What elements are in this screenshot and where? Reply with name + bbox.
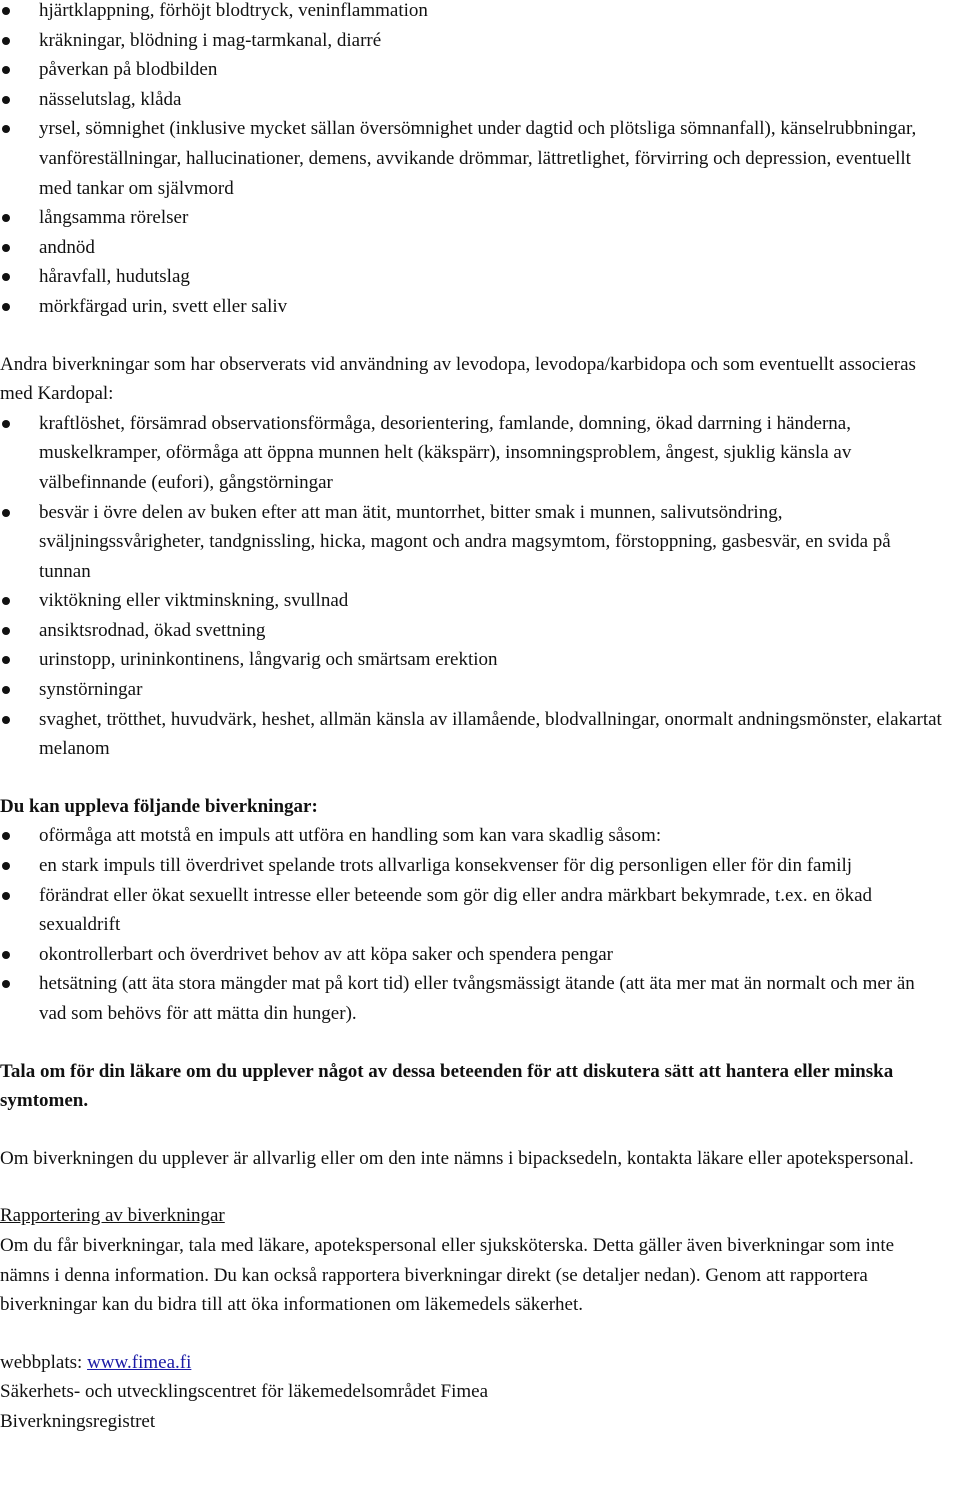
bullet-icon	[2, 7, 10, 15]
report-heading: Rapportering av biverkningar	[0, 1205, 225, 1227]
list-item: urinstopp, urininkontinens, långvarig och smärtsam erektion	[0, 645, 960, 675]
bullet-icon	[2, 66, 10, 74]
website-label: webbplats:	[0, 1351, 88, 1373]
bullet-icon	[2, 951, 10, 959]
bullet-icon	[2, 832, 10, 840]
bullet-icon	[2, 597, 10, 605]
advice-text: Om biverkningen du upplever är allvarlig eller om den inte nämns i bipacksedeln, kontakta läkare eller apotekspersonal.	[0, 1147, 914, 1169]
list-item: hetsätning (att äta stora mängder mat på kort tid) eller tvångsmässigt ätande (att äta mer mat än normalt och mer än vad som behövs för att mätta din hunger).	[0, 969, 960, 1028]
bullet-icon	[2, 273, 10, 281]
bullet-icon	[2, 125, 10, 133]
behavior-side-effects-list	[0, 821, 960, 1028]
list-item: påverkan på blodbilden	[0, 55, 960, 85]
bullet-icon	[2, 214, 10, 222]
list-item: yrsel, sömnighet (inklusive mycket sällan översömnighet under dagtid och plötsliga sömnanfall), känselrubbningar, vanföreställningar, hallucinationer, demens, avvikande drömmar, lättretlighet, förvirring och depression, eventuellt med tankar om självmord	[0, 114, 960, 203]
bullet-icon	[2, 96, 10, 104]
side-effects-list-2	[0, 409, 960, 764]
list-item: andnöd	[0, 233, 960, 263]
bullet-icon	[2, 862, 10, 870]
list-item: långsamma rörelser	[0, 203, 960, 233]
list-item: okontrollerbart och överdrivet behov av att köpa saker och spendera pengar	[0, 940, 960, 970]
bullet-icon	[2, 892, 10, 900]
list-item: hjärtklappning, förhöjt blodtryck, veninflammation	[0, 0, 960, 26]
section-heading: Du kan uppleva följande biverkningar:	[0, 795, 318, 817]
bullet-icon	[2, 656, 10, 664]
list-item: synstörningar	[0, 675, 960, 705]
registry-name: Biverkningsregistret	[0, 1410, 156, 1432]
list-item: nässelutslag, klåda	[0, 85, 960, 115]
list-item: en stark impuls till överdrivet spelande trots allvarliga konsekvenser för dig personligen eller för din familj	[0, 851, 960, 881]
list-item: svaghet, trötthet, huvudvärk, heshet, allmän känsla av illamående, blodvallningar, onormalt andningsmönster, elakartat melanom	[0, 705, 960, 764]
other-side-effects-intro: Andra biverkningar som har observerats vid användning av levodopa, levodopa/karbidopa och som eventuellt associeras med Kardopal:	[0, 353, 916, 405]
bullet-icon	[2, 716, 10, 724]
bullet-icon	[2, 303, 10, 311]
list-item: förändrat eller ökat sexuellt intresse eller beteende som gör dig eller andra märkbart bekymrade, t.ex. en ökad sexualdrift	[0, 881, 960, 940]
side-effects-list-1	[0, 0, 960, 322]
bullet-icon	[2, 509, 10, 517]
website-link[interactable]: www.fimea.fi	[87, 1351, 192, 1373]
bullet-icon	[2, 244, 10, 252]
list-item: viktökning eller viktminskning, svullnad	[0, 586, 960, 616]
list-item: besvär i övre delen av buken efter att man ätit, muntorrhet, bitter smak i munnen, salivutsöndring, sväljningssvårigheter, tandgnissling, hicka, magont och andra magsymtom, förstoppning, gasbesvär, en svida på tunnan	[0, 498, 960, 587]
list-item: kräkningar, blödning i mag-tarmkanal, diarré	[0, 26, 960, 56]
bullet-icon	[2, 980, 10, 988]
warning-text: Tala om för din läkare om du upplever något av dessa beteenden för att diskutera sätt att hantera eller minska symtomen.	[0, 1060, 894, 1112]
list-item: kraftlöshet, försämrad observationsförmåga, desorientering, famlande, domning, ökad darrning i händerna, muskelkramper, oförmåga att öppna munnen helt (käkspärr), insomningsproblem, ångest, sjuklig känsla av välbefinnande (eufori), gångstörningar	[0, 409, 960, 498]
organization-name: Säkerhets- och utvecklingscentret för läkemedelsområdet Fimea	[0, 1381, 489, 1403]
website-line	[0, 1348, 960, 1378]
bullet-icon	[2, 37, 10, 45]
list-item: oförmåga att motstå en impuls att utföra en handling som kan vara skadlig såsom:	[0, 821, 960, 851]
bullet-icon	[2, 627, 10, 635]
list-item: ansiktsrodnad, ökad svettning	[0, 616, 960, 646]
bullet-icon	[2, 686, 10, 694]
bullet-icon	[2, 420, 10, 428]
report-text: Om du får biverkningar, tala med läkare, apotekspersonal eller sjuksköterska. Detta gäller även biverkningar som inte nämns i denna information. Du kan också rapportera biverkningar direkt (se detaljer nedan). Genom att rapportera biverkningar kan du bidra till att öka informationen om läkemedels säkerhet.	[0, 1234, 895, 1316]
list-item: mörkfärgad urin, svett eller saliv	[0, 292, 960, 322]
list-item: håravfall, hudutslag	[0, 262, 960, 292]
